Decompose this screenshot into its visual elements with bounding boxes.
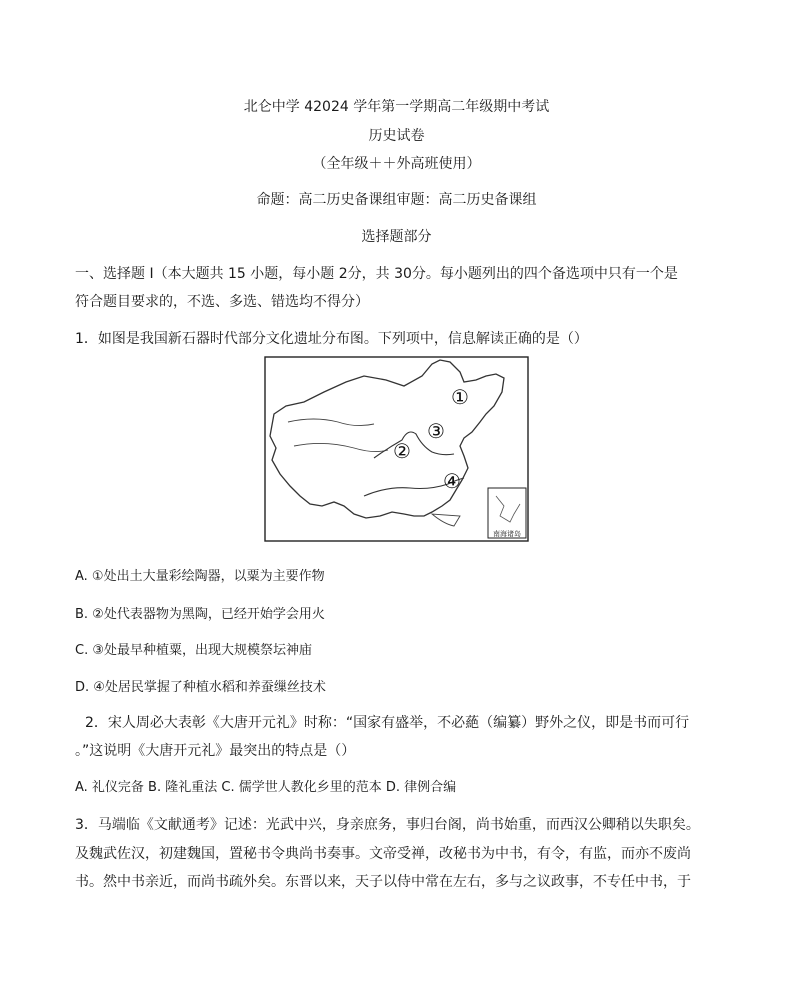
inset-label: 南海诸岛 — [493, 530, 521, 538]
section-instructions-line2: 符合题目要求的，不选、多选、错选均不得分） — [75, 294, 369, 310]
question-3-line1: 3．马端临《文献通考》记述：光武中兴，身亲庶务，事归台阁，尚书始重，而西汉公卿稍以失职矣。 — [75, 817, 700, 833]
question-2-line1: 2．宋人周必大表彰《大唐开元礼》时称：“国家有盛举，不必蕝（编纂）野外之仪，即是书而可行 — [85, 715, 690, 731]
q1-option-a[interactable]: A. ①处出土大量彩绘陶器，以粟为主要作物 — [75, 569, 325, 584]
part-heading: 选择题部分 — [361, 229, 432, 245]
q1-option-d[interactable]: D. ④处居民掌握了种植水稻和养蚕缫丝技术 — [75, 680, 326, 695]
neolithic-sites-map — [264, 356, 529, 542]
q1-option-b[interactable]: B. ②处代表器物为黑陶，已经开始学会用火 — [75, 607, 325, 622]
q1-option-c[interactable]: C. ③处最早种植粟，出现大规模祭坛神庙 — [75, 643, 312, 658]
question-3-line3: 书。然中书亲近，而尚书疏外矣。东晋以来，天子以侍中常在左右，多与之议政事，不专任中书，于 — [75, 874, 691, 890]
site-marker-2: ② — [393, 439, 411, 463]
site-marker-4: ④ — [443, 469, 461, 493]
q2-options[interactable]: A. 礼仪完备 B. 隆礼重法 C. 儒学世人教化乡里的范本 D. 律例合编 — [75, 780, 457, 795]
section-instructions-line1: 一、选择题 I（本大题共 15 小题，每小题 2分，共 30分。每小题列出的四个备选项中只有一个是 — [75, 266, 678, 282]
site-marker-3: ③ — [427, 419, 445, 443]
question-1-stem: 1．如图是我国新石器时代部分文化遗址分布图。下列项中，信息解读正确的是（） — [75, 331, 588, 347]
question-3-line2: 及魏武佐汉，初建魏国，置秘书令典尚书奏事。文帝受禅，改秘书为中书，有令，有监，而亦不废尚 — [75, 846, 691, 862]
subject-title: 历史试卷 — [368, 128, 425, 144]
exam-title: 北仑中学 42024 学年第一学期高二年级期中考试 — [243, 99, 550, 115]
site-marker-1: ① — [451, 385, 469, 409]
authors-line: 命题：高二历史备课组审题：高二历史备课组 — [256, 192, 537, 208]
usage-scope: （全年级＋＋外高班使用） — [312, 156, 481, 172]
question-2-line2: 。”这说明《大唐开元礼》最突出的特点是（） — [75, 743, 356, 759]
